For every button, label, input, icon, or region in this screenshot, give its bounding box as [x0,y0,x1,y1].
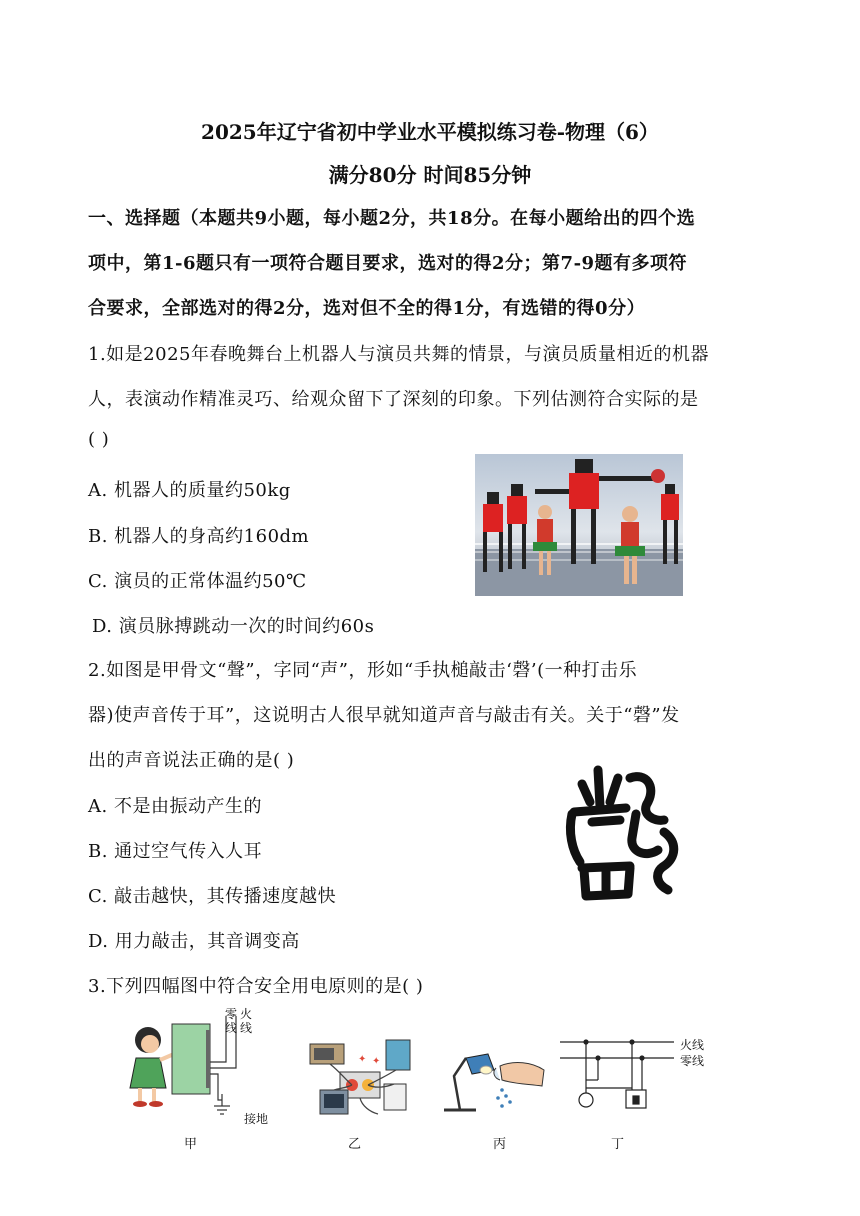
figure-jia-caption: 甲 [184,1137,198,1152]
figure-yi-caption: 乙 [348,1137,362,1152]
question-3-text: 3.下列四幅图中符合安全用电原则的是( ) [88,976,424,997]
jia-live-label-2: 线 [240,1021,253,1035]
figure-bing-caption: 丙 [493,1137,507,1152]
robot-dance-photo [475,454,683,596]
section-instruction-line: 项中，第1-6题只有一项符合题目要求，选对的得2分；第7-9题有多项符 [88,253,688,274]
oracle-bone-character-image [560,762,690,908]
question-1-line: 1.如是2025年春晚舞台上机器人与演员共舞的情景，与演员质量相近的机器 [88,344,709,365]
svg-text:✦: ✦ [372,1056,381,1067]
svg-text:✦: ✦ [358,1054,367,1065]
ding-neutral-wire-label: 零线 [680,1054,705,1068]
ding-live-wire-label: 火线 [680,1038,705,1052]
jia-neutral-label-2: 线 [225,1021,238,1035]
jia-neutral-label: 零 [225,1007,238,1021]
question-1-option-c: C. 演员的正常体温约50℃ [88,571,307,592]
page-title: 2025年辽宁省初中学业水平模拟练习卷-物理（6） [201,120,659,144]
jia-ground-label: 接地 [244,1112,269,1126]
question-1-option-a: A. 机器人的质量约50kg [88,480,291,501]
question-1-line: ( ) [88,429,110,450]
question-2-line: 器)使声音传于耳”，这说明古人很早就知道声音与敲击有关。关于“磬”发 [88,705,680,726]
jia-live-label: 火 [240,1007,253,1021]
question-2-line: 出的声音说法正确的是( ) [88,750,295,771]
question-1-option-b: B. 机器人的身高约160dm [88,526,310,547]
question-2-line: 2.如图是甲骨文“聲”，字同“声”，形如“手执槌敲击‘磬’(一种打击乐 [88,660,638,681]
figure-jia [118,1002,286,1124]
figure-ding-circuit [558,1034,678,1118]
question-1-line: 人，表演动作精准灵巧、给观众留下了深刻的印象。下列估测符合实际的是 [88,389,699,410]
figure-yi-overloaded-socket [300,1032,420,1120]
question-2-option-c: C. 敲击越快，其传播速度越快 [88,886,337,907]
section-instruction-line: 合要求，全部选对的得2分，选对但不全的得1分，有选错的得0分） [88,298,646,319]
question-2-option-d: D. 用力敲击，其音调变高 [88,931,300,952]
question-1-option-d: D. 演员脉搏跳动一次的时间约60s [92,616,375,637]
question-2-option-a: A. 不是由振动产生的 [88,796,262,817]
figure-ding-caption: 丁 [611,1137,625,1152]
figure-bing-wet-hand-lamp [436,1040,548,1120]
question-2-option-b: B. 通过空气传入人耳 [88,841,263,862]
section-instruction-line: 一、选择题（本题共9小题，每小题2分，共18分。在每小题给出的四个选 [88,208,696,229]
page-subtitle: 满分80分 时间85分钟 [328,163,532,187]
